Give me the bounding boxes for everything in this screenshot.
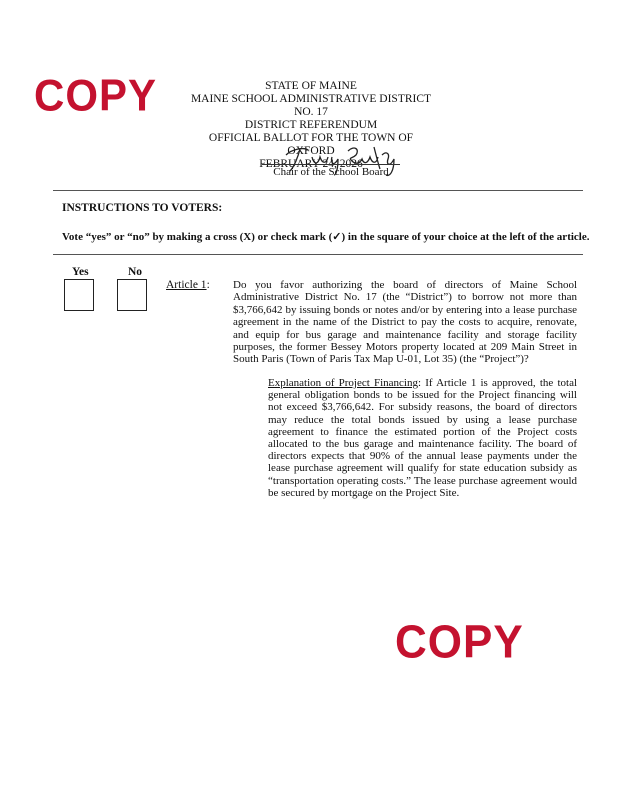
instructions-title: INSTRUCTIONS TO VOTERS: bbox=[62, 202, 223, 214]
copy-stamp: COPY bbox=[395, 616, 524, 669]
article-colon: : bbox=[206, 279, 210, 291]
financing-explanation bbox=[268, 377, 577, 499]
explanation-separator: : bbox=[417, 377, 426, 389]
divider bbox=[53, 254, 583, 255]
no-column-label: No bbox=[128, 266, 143, 278]
yes-checkbox[interactable] bbox=[64, 279, 94, 311]
article-number: Article 1 bbox=[166, 279, 207, 291]
explanation-heading: Explanation of Project Financing bbox=[268, 377, 418, 389]
header-district: MAINE SCHOOL ADMINISTRATIVE DISTRICT NO. 17 bbox=[190, 93, 432, 118]
article-label bbox=[166, 279, 210, 291]
yes-column-label: Yes bbox=[72, 266, 89, 278]
signature-caption: Chair of the School Board bbox=[273, 166, 389, 178]
header-date: FEBRUARY 24, 2026 bbox=[259, 158, 363, 170]
header-state: STATE OF MAINE bbox=[265, 80, 357, 92]
signature-line bbox=[262, 164, 400, 165]
header-ballot-title: OFFICIAL BALLOT FOR THE TOWN OF OXFORD bbox=[208, 132, 414, 157]
header-referendum: DISTRICT REFERENDUM bbox=[244, 119, 378, 131]
copy-stamp: COPY bbox=[34, 70, 158, 121]
explanation-text: If Article 1 is approved, the total general obligation bonds to be issued for the Project financing will not exceed $3,766,642. For subsidy reasons, the board of directors may reduce the total bonds issued by using a lease purchase agreement to finance the estimated portion of the Project costs allocated to the bus garage and maintenance facility. The board of directors expects that 90% of the annual lease payments under the lease purchase agreement will qualify for state education subsidy as “transportation operating costs.” The lease purchase agreement would be secured by mortgage on the Project Site. bbox=[268, 377, 578, 499]
article-question: Do you favor authorizing the board of directors of Maine School Administrative District No. 17 (the “District”) to borrow not more than $3,766,642 by issuing bonds or notes and/or by entering into a lease purchase agreement in the name of the District to pay the costs to acquire, renovate, and equip for bus garage and maintenance facility and storage facility purposes, the former Bessey Motors property located at 209 Main Street in South Paris (Town of Paris Tax Map U-01, Lot 35) (the “Project”)? bbox=[233, 279, 577, 366]
divider bbox=[53, 190, 583, 191]
no-checkbox[interactable] bbox=[117, 279, 147, 311]
instructions-text: Vote “yes” or “no” by making a cross (X) or check mark (✓) in the square of your choice at the left of the article. bbox=[62, 231, 590, 243]
